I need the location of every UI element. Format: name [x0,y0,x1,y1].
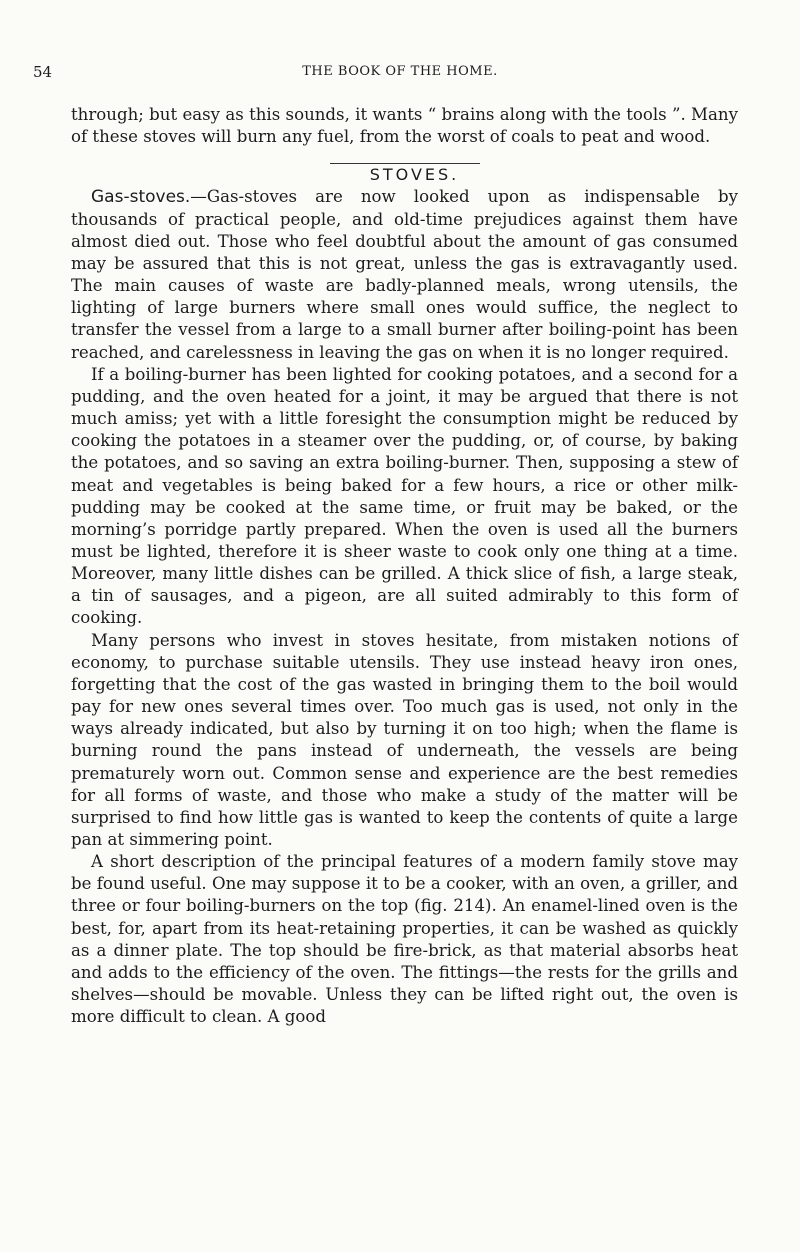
body-text [71,104,738,1028]
intro-paragraph: through; but easy as this sounds, it wants “ brains along with the tools ”. Many of these stoves will burn any fuel, from the worst of coals to peat and wood. [71,105,738,147]
section-title: STOVES. [369,165,460,185]
body-paragraph: A short description of the principal features of a modern family stove may be found useful. One may suppose it to be a cooker, with an oven, a griller, and three or four boiling-burners on the top (fig. 214). An enamel-lined oven is the best, for, apart from its heat-retaining properties, it can be washed as quickly as a dinner plate. The top should be fire-brick, as that material absorbs heat and adds to the efficiency of the oven. The fittings—the rests for the grills and shelves—should be movable. Unless they can be lifted right out, the oven is more difficult to clean. A good [71,852,738,1027]
first-paragraph [71,186,738,363]
running-title: THE BOOK OF THE HOME. [302,64,498,79]
body-paragraph: If a boiling-burner has been lighted for cooking potatoes, and a second for a pudding, and the oven heated for a joint, it may be argued that there is not much amiss; yet with a little foresight the consumption might be reduced by cooking the potatoes in a steamer over the pudding, or, of course, by baking the potatoes, and so saving an extra boiling-burner. Then, supposing a stew of meat and vegetables is being baked for a few hours, a rice or other milk-pudding may be cooked at the same time, or fruit may be baked, or the morning’s porridge partly prepared. When the oven is used all the burners must be lighted, therefore it is sheer waste to cook only one thing at a time. Moreover, many little dishes can be grilled. A thick slice of fish, a large steak, a tin of sausages, and a pigeon, are all suited admirably to this form of cooking. [71,364,738,628]
runin-heading: Gas-stoves. [91,187,191,208]
first-paragraph-text: —Gas-stoves are now looked upon as indispensable by thousands of practical people, and old-time prejudices against them have almost died out. Those who feel doubtful about the amount of gas consumed may be assured that this is not great, unless the gas is extravagantly used. The main causes of waste are badly-planned meals, wrong utensils, the lighting of large burners where small ones would suffice, the neglect to transfer the vessel from a large to a small burner after boiling-point has been reached, and carelessness in leaving the gas on when it is no longer required. [71,187,738,362]
page-header [0,63,800,85]
body-paragraph: Many persons who invest in stoves hesitate, from mistaken notions of economy, to purchase suitable utensils. They use instead heavy iron ones, forgetting that the cost of the gas wasted in bringing them to the boil would pay for new ones several times over. Too much gas is used, not only in the ways already indicated, but also by turning it on too high; when the flame is burning round the pans instead of underneath, the vessels are being prematurely worn out. Common sense and experience are the best remedies for all forms of waste, and those who make a study of the matter will be surprised to find how little gas is wanted to keep the contents of quite a large pan at simmering point. [71,630,738,849]
page-number: 54 [33,63,53,81]
